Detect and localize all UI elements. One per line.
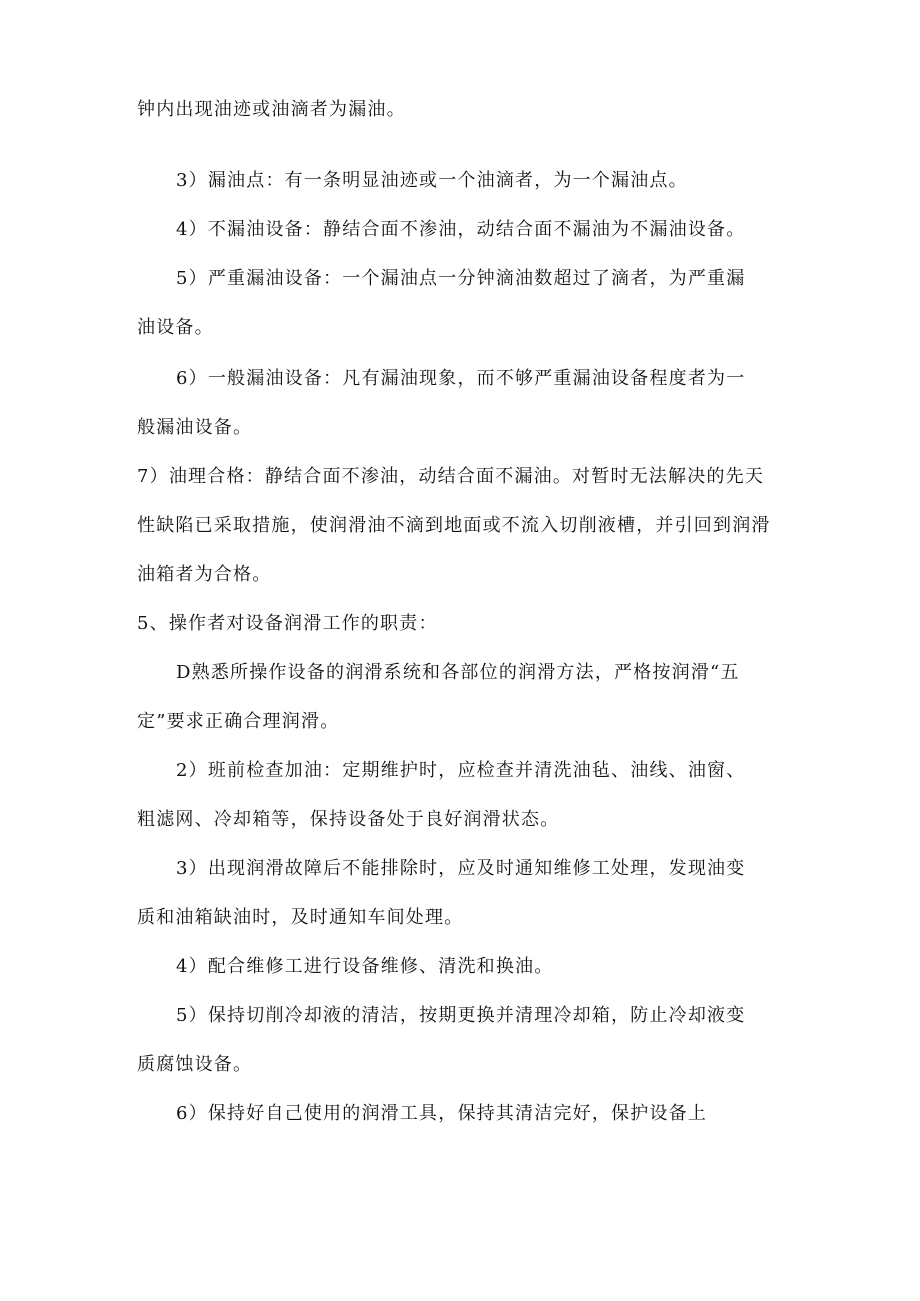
text-line: 般漏油设备。 [137,417,253,438]
text-line: 4）不漏油设备：静结合面不渗油，动结合面不漏油为不漏油设备。 [176,219,746,240]
text-line: 3）出现润滑故障后不能排除时，应及时通知维修工处理，发现油变 [176,858,746,879]
text-line: 4）配合维修工进行设备维修、清洗和换油。 [176,956,554,977]
text-line: 定”要求正确合理润滑。 [137,711,340,732]
text-line: 粗滤网、冷却箱等，保持设备处于良好润滑状态。 [137,809,560,830]
text-line: 油设备。 [137,317,214,338]
text-line: 2）班前检查加油：定期维护时，应检查并清洗油毡、油线、油窗、 [176,760,746,781]
text-line: 6）保持好自己使用的润滑工具，保持其清洁完好，保护设备上 [176,1103,708,1124]
text-line: 6）一般漏油设备：凡有漏油现象，而不够严重漏油设备程度者为一 [176,368,746,389]
text-line: 性缺陷已采取措施，使润滑油不滴到地面或不流入切削液槽，并引回到润滑 [137,515,771,536]
text-line: 5）严重漏油设备：一个漏油点一分钟滴油数超过了滴者，为严重漏 [176,268,746,289]
text-line: 7）油理合格：静结合面不渗油，动结合面不漏油。对暂时无法解决的先天 [137,466,765,487]
text-line: 5）保持切削冷却液的清洁，按期更换并清理冷却箱，防止冷却液变 [176,1005,746,1026]
text-line: 油箱者为合格。 [137,564,272,585]
text-line: 钟内出现油迹或油滴者为漏油。 [137,99,406,120]
section-heading: 5、操作者对设备润滑工作的职责： [137,613,438,634]
text-line: 质腐蚀设备。 [137,1054,253,1075]
text-line: 3）漏油点：有一条明显油迹或一个油滴者，为一个漏油点。 [176,170,688,191]
text-line: D熟悉所操作设备的润滑系统和各部位的润滑方法，严格按润滑“五 [176,662,740,683]
text-line: 质和油箱缺油时，及时通知车间处理。 [137,907,464,928]
